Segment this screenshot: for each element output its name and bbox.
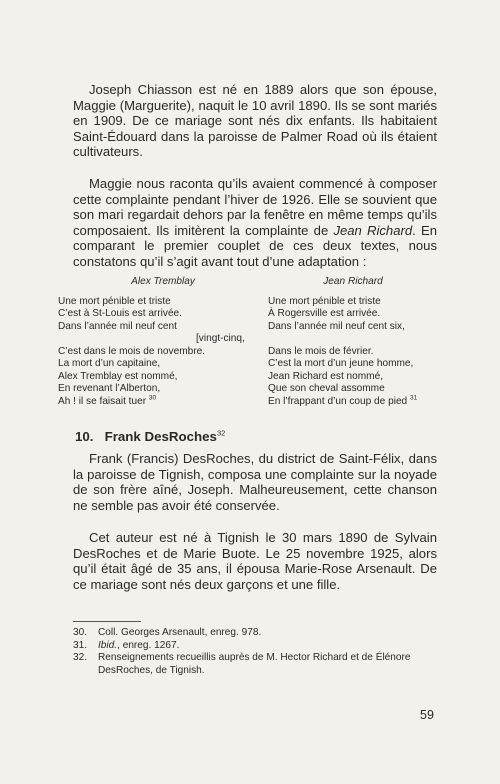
verse-line: Une mort pénible et triste (268, 295, 381, 307)
paragraph-desroches-intro (73, 451, 437, 513)
verse-line-spacer (268, 333, 468, 346)
footnote-ref: 32 (216, 428, 226, 438)
verse-line: À Rogersville est arrivée. (268, 308, 381, 319)
footnote-text: Coll. Georges Arsenault, enreg. 978. (98, 627, 262, 638)
song-column-title: Jean Richard (323, 276, 383, 287)
verse-line-continuation: [vingt-cinq, (196, 333, 245, 344)
verse-line: La mort d’un capitaine, (58, 358, 161, 369)
paragraph-text-part: . En comparant le premier couplet de ces deux textes, nous constatons qu’il s’agit avant tout d’une adaptation : (73, 222, 438, 269)
song-column-jean-richard (268, 276, 468, 408)
footnote (73, 627, 443, 640)
paragraph-text (73, 176, 437, 270)
verse-line: En revenant l’Alberton, (58, 383, 161, 394)
song-title-reference: Jean Richard (333, 222, 413, 238)
footnote-text-italic: Ibid. (98, 639, 118, 651)
footnote-number: 30. (73, 627, 88, 638)
paragraph-text: Frank (Francis) DesRoches, du district de Saint-Félix, dans la paroisse de Tignish, composa une complainte sur la noyade de son frère aîné, Joseph. Malheureusement, cette chanson ne semble pas avoir été conservée. (73, 451, 437, 513)
page-number: 59 (420, 708, 434, 722)
paragraph-text: Cet auteur est né à Tignish le 30 mars 1890 de Sylvain DesRoches et de Marie Buote. Le 25 novembre 1925, alors qu’il était âgé de 35 ans, il épousa Marie-Rose Arsenault. De ce mariage sont nés deux garçons et une fille. (73, 530, 437, 592)
footnotes (73, 627, 443, 677)
verse-line: C’est la mort d’un jeune homme, (268, 358, 414, 369)
footnote-number: 31. (73, 639, 88, 651)
footnote (73, 652, 443, 677)
verse-line: Dans l’année mil neuf cent (58, 320, 177, 332)
verse-line: Dans le mois de février. (268, 345, 374, 357)
paragraph-complainte-origin (73, 176, 437, 270)
verse-line: Que son cheval assomme (268, 383, 385, 394)
verse-line-text: En l’frappant d’un coup de pied (268, 395, 408, 407)
verse-line: C’est à St-Louis est arrivée. (58, 308, 182, 319)
footnote (73, 640, 443, 653)
section-title: Frank DesRoches (104, 429, 217, 444)
verse-line: C’est dans le mois de novembre. (58, 345, 205, 357)
paragraph-chiasson-bio (73, 82, 437, 160)
verse-line (268, 396, 468, 409)
paragraph-text-part: Maggie nous raconta qu’ils avaient commencé à composer cette complainte pendant l’hiver de 1926. Elle se souvient que son mari regardait dehors par la fenêtre en même temps qu’ils composaient. Ils imitèrent la complainte de (73, 176, 437, 238)
verse-line: Alex Tremblay est nommé, (58, 370, 178, 382)
footnote-text: , enreg. 1267. (117, 639, 180, 651)
paragraph-desroches-bio (73, 530, 437, 592)
footnote-divider (73, 621, 141, 622)
footnote-ref: 30 (148, 394, 157, 402)
section-heading (75, 429, 225, 444)
verse-line-text: Ah ! il se faisait tuer (58, 395, 147, 407)
verse-line: Une mort pénible et triste (58, 295, 171, 307)
verse-line: Jean Richard est nommé, (268, 370, 384, 382)
song-column-title: Alex Tremblay (131, 276, 195, 287)
footnote-number: 32. (73, 652, 88, 664)
footnote-text: Renseignements recueillis auprès de M. Hector Richard et de Élénore DesRoches, de Tignish. (98, 652, 411, 676)
verse-line (58, 396, 248, 409)
footnote-ref: 31 (410, 394, 418, 402)
verse-line: Dans l’année mil neuf cent six, (268, 320, 405, 332)
paragraph-text: Joseph Chiasson est né en 1889 alors que son épouse, Maggie (Marguerite), naquit le 10 avril 1890. Ils se sont mariés en 1909. De ce mariage sont nés dix enfants. Ils habitaient Saint-Édouard dans la paroisse de Palmer Road où ils étaient cultivateurs. (73, 82, 437, 160)
song-column-alex-tremblay (58, 276, 248, 408)
section-number: 10. (75, 429, 94, 444)
